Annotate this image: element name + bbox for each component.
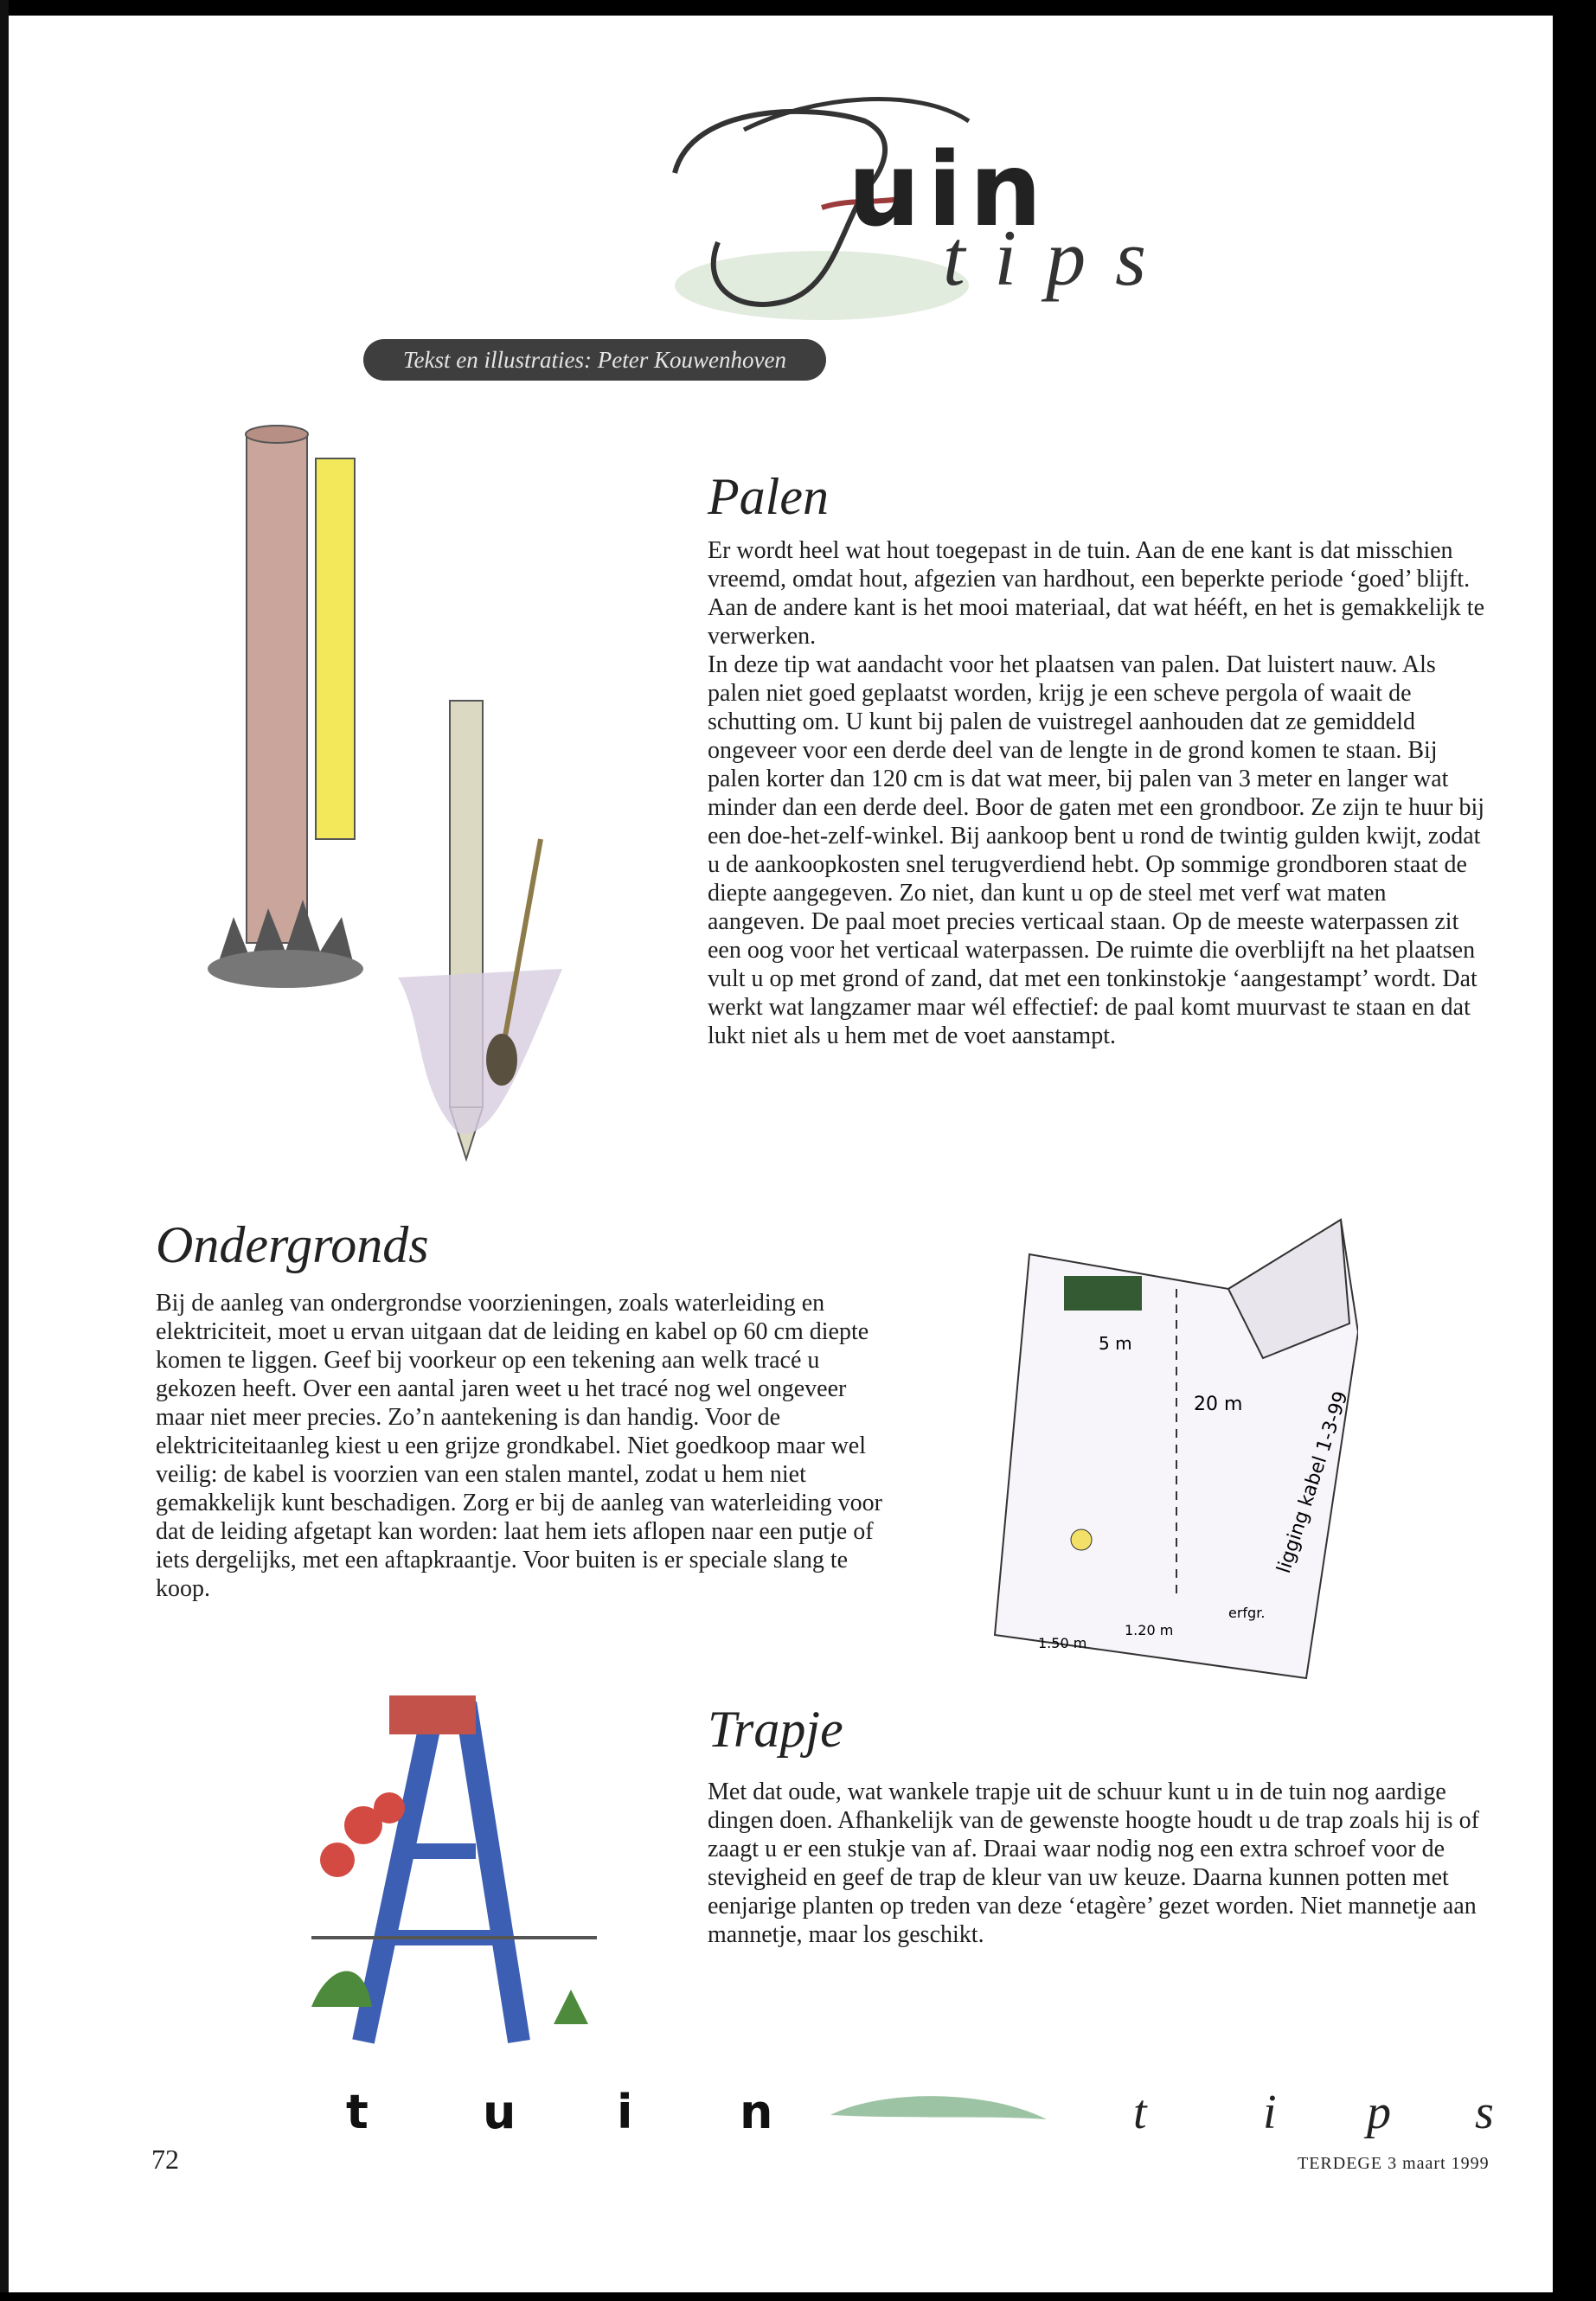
credit-banner: Tekst en illustraties: Peter Kouwenhoven — [363, 339, 826, 381]
title-word: uin — [848, 130, 1049, 249]
palen-paragraph-1: Er wordt heel wat hout toegepast in de tuin. Aan de ene kant is dat misschien vreemd, omdat hout, afgezien van hardhout, een beperkte periode ‘goed’ blijft. Aan de andere kant is het mooi materiaal, dat wat hééft, en het is gemakkelijk te verwerken. — [708, 537, 1484, 650]
cable-route-sketch — [977, 1194, 1358, 1695]
wooden-post — [247, 433, 307, 943]
leaf-flourish — [830, 2080, 1055, 2141]
label-5m: 5 m — [1099, 1333, 1132, 1354]
ladder-frame — [363, 1713, 519, 2041]
palen-heading: Palen — [708, 468, 829, 525]
footer-italic-letter: p — [1367, 2086, 1391, 2139]
ondergronds-paragraph: Bij de aanleg van ondergrondse voorzieningen, zoals waterleiding en elektriciteit, moet u ervan uitgaan dat de leiding en kabel op 60 cm diepte komen te liggen. Geef bij voorkeur op een tekening aan welk tracé u gekozen heeft. Over een aantal jaren weet u het tracé nog wel ongeveer maar niet meer precies. Zo’n aantekening is dan handig. Voor de elektriciteitaanleg kiest u een grijze grondkabel. Niet goedkoop maar wel veilig: de kabel is voorzien van een stalen mantel, zodat u hem niet gemakkelijk kunt beschadigen. Zorg er bij de aanleg van waterleiding voor dat de leiding afgetapt kan worden: laat hem iets aflopen naar een putje of iets dergelijks, met een aftapkraantje. Voor buiten is er speciale slang te koop. — [156, 1290, 882, 1602]
house-block — [1064, 1276, 1142, 1311]
scan-border-left — [0, 0, 9, 2301]
page-number: 72 — [151, 2144, 179, 2175]
label-cable: ligging kabel 1-3-99 — [1272, 1388, 1353, 1576]
palen-text — [708, 536, 1486, 1050]
footer-letter: u — [483, 2085, 516, 2139]
footer-letter: t — [346, 2085, 369, 2139]
ondergronds-text — [156, 1289, 900, 1603]
footer-letter: i — [617, 2085, 633, 2139]
label-120: 1.20 m — [1125, 1622, 1174, 1638]
palen-paragraph-2: In deze tip wat aandacht voor het plaatsen van palen. Dat luistert nauw. Als palen niet goed geplaatst worden, krijg je een scheve pergola of waait de schutting om. U kunt bij palen de vuistregel aanhouden dat ze gemiddeld ongeveer voor een derde deel van de lengte in de grond komen te staan. Bij palen korter dan 120 cm is dat wat meer, bij palen van 3 meter en langer wat minder dan een derde deel. Boor de gaten met een grondboor. Ze zijn te huur bij een doe-het-zelf-winkel. Bij aankoop bent u rond de twintig gulden kwijt, zodat u de aankoopkosten snel terugverdiend hebt. Op sommige grondboren staat de diepte aangegeven. Zo niet, dan kunt u op de steel met verf wat maten aangeven. De paal moet precies verticaal staan. Op de meeste waterpassen zit een oog voor het verticaal waterpassen. De ruimte die overblijft na het plaatsen vult u op met grond of zand, dat met een tonkinstokje ‘aangestampt’ wordt. Dat werkt wat langzamer maar wél effectief: de paal komt muurvast te staan en dat lukt niet als u hem met de voet aanstampt. — [708, 651, 1485, 1049]
trapje-paragraph: Met dat oude, wat wankele trapje uit de schuur kunt u in de tuin nog aardige dingen doen. Afhankelijk van de gewenste hoogte houdt u de trap zoals hij is of zaagt u er een stukje van af. Draai waar nodig nog een extra schroef voor de stevigheid en geef de trap de kleur van uw keuze. Daarna kunnen potten met eenjarige planten op treden van deze ‘etagère’ gezet worden. Niet mannetje aan mannetje, maar los geschikt. — [708, 1779, 1479, 1948]
trapje-text — [708, 1778, 1486, 1949]
footer-italic-letter: i — [1263, 2086, 1277, 2139]
footer-letter: n — [740, 2085, 773, 2139]
label-20m: 20 m — [1194, 1394, 1243, 1415]
scan-border-right — [1553, 0, 1596, 2301]
label-ortgr: erfgr. — [1228, 1605, 1266, 1621]
flower-pot — [389, 1695, 476, 1734]
footer-italic-letter: s — [1475, 2086, 1494, 2139]
ondergronds-heading: Ondergronds — [156, 1216, 429, 1273]
issue-line: TERDEGE 3 maart 1999 — [1298, 2154, 1490, 2173]
scan-border-top — [0, 0, 1596, 16]
lamp-icon — [1071, 1529, 1092, 1550]
title-subword: tips — [943, 214, 1176, 302]
footer-italic-letter: t — [1133, 2086, 1147, 2139]
scan-border-bottom — [0, 2292, 1596, 2301]
label-150: 1.50 m — [1038, 1635, 1087, 1651]
spirit-level — [316, 458, 355, 839]
post-illustration — [199, 415, 580, 1176]
trapje-heading: Trapje — [708, 1701, 843, 1758]
stepladder-illustration — [260, 1678, 675, 2059]
